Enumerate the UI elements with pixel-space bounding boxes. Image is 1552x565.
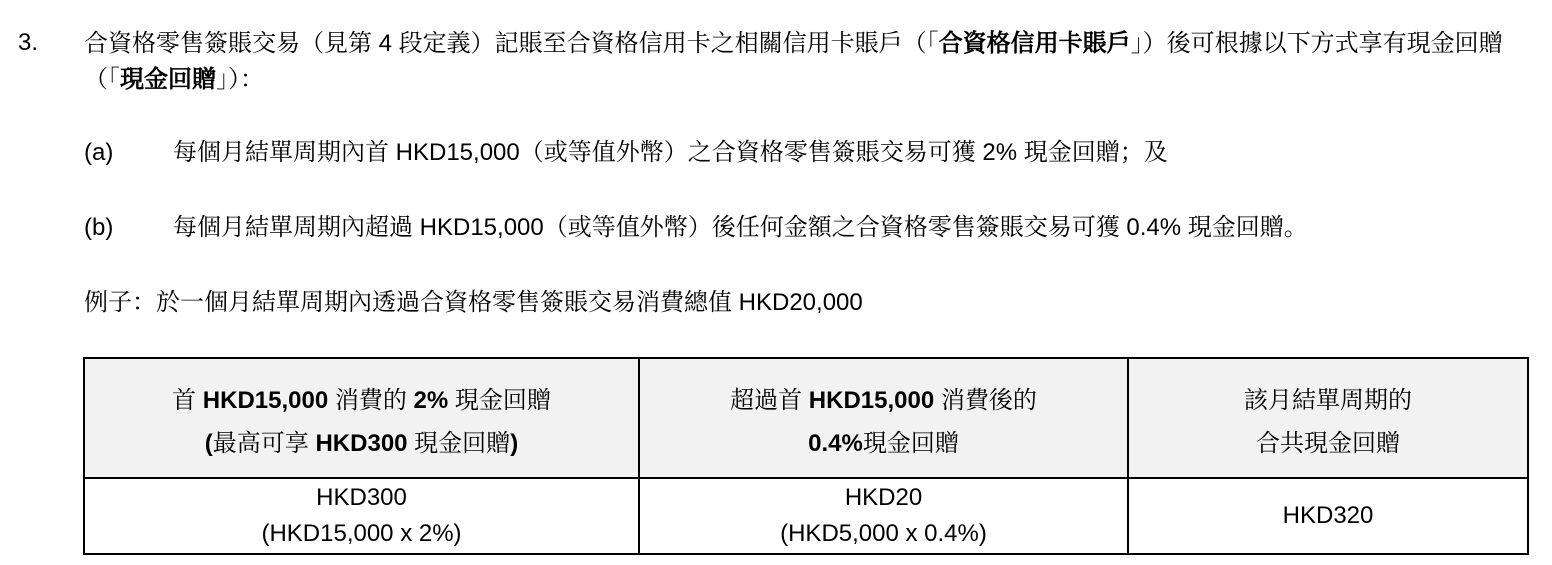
eligible-card-account-term: 合資格信用卡賬戶 — [938, 30, 1131, 57]
header-line: 0.4%現金回贈 — [808, 430, 959, 457]
header-second-tier-cashback — [639, 358, 1128, 478]
header-first-tier-cashback — [84, 358, 639, 478]
header-line: (最高可享 HKD300 現金回贈) — [204, 430, 519, 457]
cell-first-tier-amount — [84, 478, 639, 554]
clause-number: 3. — [18, 29, 39, 56]
cashback-term: 現金回贈 — [120, 66, 216, 93]
header-line: 該月結單周期的 — [1244, 387, 1412, 414]
clause-intro — [84, 26, 1529, 98]
cell-total-amount — [1128, 478, 1528, 554]
cell-amount: HKD300 — [316, 484, 407, 511]
clause-intro-text: 」）： — [216, 66, 264, 93]
header-line: 首 HKD15,000 消費的 2% 現金回贈 — [172, 387, 551, 414]
list-item-label: (a) — [84, 139, 114, 166]
cell-total: HKD320 — [1282, 502, 1374, 529]
cell-amount: HKD20 — [844, 484, 923, 511]
cell-second-tier-amount — [639, 478, 1128, 554]
cashback-example-table — [83, 357, 1529, 555]
cell-calculation: (HKD5,000 x 0.4%) — [780, 520, 987, 547]
table-header-row — [84, 358, 1528, 478]
clause-intro-text: 合資格零售簽賬交易（見第 4 段定義）記賬至合資格信用卡之相關信用卡賬戶（「 — [84, 30, 939, 57]
list-item-text: 每個月結單周期內首 HKD15,000（或等值外幣）之合資格零售簽賬交易可獲 2% 現金回贈；及 — [173, 139, 1168, 166]
header-total-cashback — [1128, 358, 1528, 478]
example-text: 例子：於一個月結單周期內透過合資格零售簽賬交易消費總值 HKD20,000 — [84, 289, 863, 316]
list-item-text: 每個月結單周期內超過 HKD15,000（或等值外幣）後任何金額之合資格零售簽賬交易可獲 0.4% 現金回贈。 — [173, 214, 1308, 241]
table-row — [84, 478, 1528, 554]
header-line: 超過首 HKD15,000 消費後的 — [730, 387, 1037, 414]
list-item-label: (b) — [84, 214, 114, 241]
cell-calculation: (HKD15,000 x 2%) — [261, 520, 462, 547]
header-line: 合共現金回贈 — [1256, 430, 1400, 457]
clause-intro-text: 」）後可根據以下方式享有現金回贈（「 — [84, 30, 1503, 93]
